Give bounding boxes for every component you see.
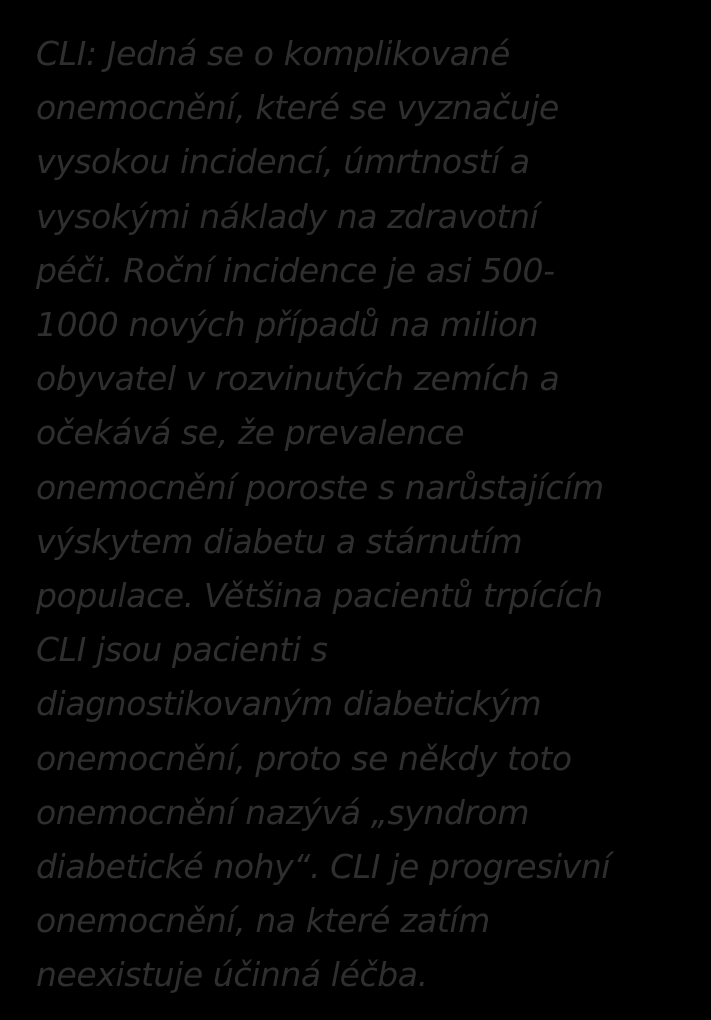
- cli-description-text: CLI: Jedná se o komplikované onemocnění, které se vyznačuje vysokou incidencí, úmrtností a vysokými náklady na zdravotní péči. Roční incidence je asi 500- 1000 nových případů na milion obyvatel v rozvinutých zemích a očekává se, že prevalence onemocnění poroste s narůstajícím výskytem diabetu a stárnutím populace. Většina pacientů trpících CLI jsou pacienti s diagnostikovaným diabetickým onemocnění, proto se někdy toto onemocnění nazývá „syndrom diabetické nohy“. CLI je progresivní onemocnění, na které zatím neexistuje účinná léčba.: [36, 34, 611, 995]
